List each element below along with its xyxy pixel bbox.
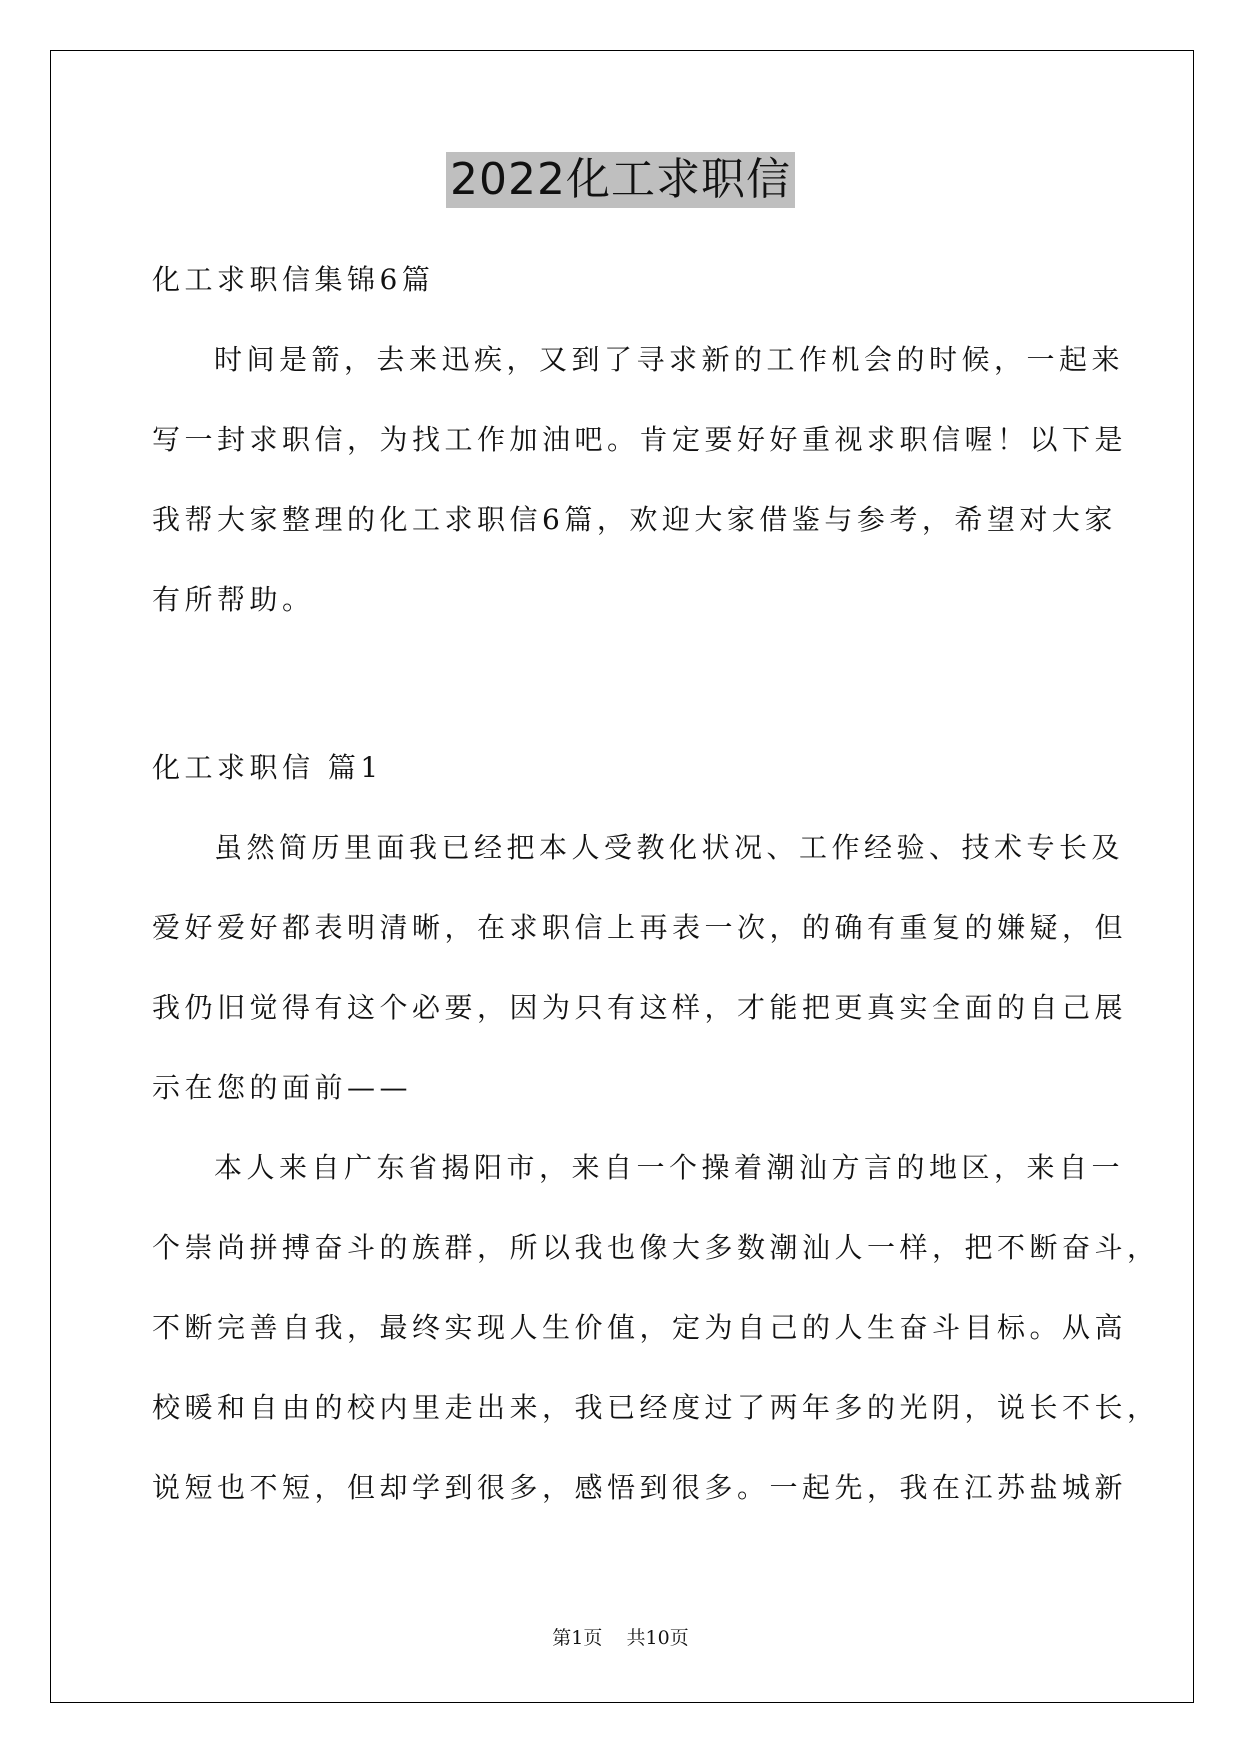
page-total: 共10页 [626,1627,689,1649]
para2-line: 校暖和自由的校内里走出来，我已经度过了两年多的光阴，说长不长， [152,1391,1160,1424]
section-heading: 化工求职信 篇1 [152,751,383,784]
para2-line: 不断完善自我，最终实现人生价值，定为自己的人生奋斗目标。从高 [152,1311,1128,1344]
intro-para-line: 我帮大家整理的化工求职信6篇，欢迎大家借鉴与参考，希望对大家 [152,503,1117,536]
para2-line: 个崇尚拼搏奋斗的族群，所以我也像大多数潮汕人一样，把不断奋斗， [152,1231,1160,1264]
page-footer [0,1623,1241,1650]
page-number: 第1页 [552,1627,603,1649]
document-body [152,240,1160,1528]
section-gap [152,640,1100,728]
document-title: 2022化工求职信 [446,152,795,208]
para2-line: 本人来自广东省揭阳市，来自一个操着潮汕方言的地区，来自一 [214,1151,1125,1184]
para2-line: 说短也不短，但却学到很多，感悟到很多。一起先，我在江苏盐城新 [152,1471,1128,1504]
title-container [0,152,1241,208]
intro-para-line: 时间是箭，去来迅疾，又到了寻求新的工作机会的时候，一起来 [214,343,1125,376]
intro-para-line: 写一封求职信，为找工作加油吧。肯定要好好重视求职信喔！以下是 [152,423,1128,456]
para1-line: 示在您的面前—— [152,1071,413,1104]
intro-para-line: 有所帮助。 [152,583,315,616]
para1-line: 爱好爱好都表明清晰，在求职信上再表一次，的确有重复的嫌疑，但 [152,911,1128,944]
para1-line: 我仍旧觉得有这个必要，因为只有这样，才能把更真实全面的自己展 [152,991,1128,1024]
intro-heading: 化工求职信集锦6篇 [152,263,435,296]
para1-line: 虽然简历里面我已经把本人受教化状况、工作经验、技术专长及 [214,831,1125,864]
